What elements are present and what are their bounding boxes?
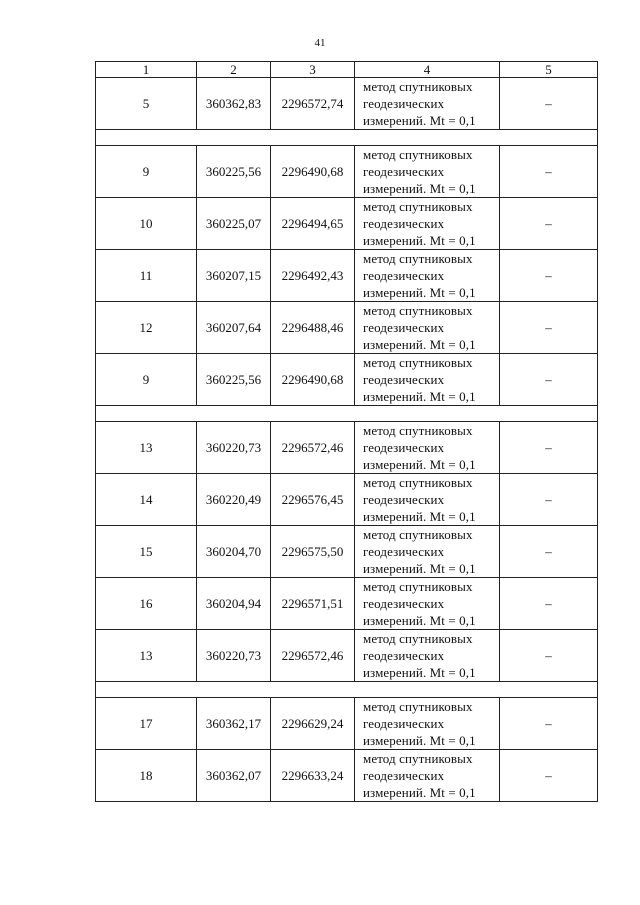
table-row [96,198,598,250]
y-coordinate-cell: 2296633,24 [271,750,355,802]
method-line: измерений. Mt = 0,1 [363,561,476,576]
method-line: измерений. Mt = 0,1 [363,181,476,196]
point-number-cell: 5 [96,78,197,130]
column-5-cell: – [500,630,598,682]
x-coordinate-cell: 360207,15 [197,250,271,302]
table-row [96,630,598,682]
separator-cell [96,130,598,146]
x-coordinate-cell: 360220,49 [197,474,271,526]
y-coordinate-cell: 2296492,43 [271,250,355,302]
header-cell-2: 2 [197,62,271,78]
method-line: метод спутниковых [363,303,473,318]
coordinates-table-body [96,62,598,802]
method-line: метод спутниковых [363,79,473,94]
table-row [96,78,598,130]
x-coordinate-cell: 360225,07 [197,198,271,250]
x-coordinate-cell: 360204,70 [197,526,271,578]
method-cell [355,302,500,354]
method-cell [355,250,500,302]
table-row [96,578,598,630]
column-5-cell: – [500,78,598,130]
method-line: геодезических [363,372,445,387]
table-header-row [96,62,598,78]
x-coordinate-cell: 360225,56 [197,354,271,406]
column-5-cell: – [500,526,598,578]
method-line: метод спутниковых [363,423,473,438]
method-line: метод спутниковых [363,699,473,714]
table-row [96,354,598,406]
page-number: 41 [314,37,326,49]
x-coordinate-cell: 360204,94 [197,578,271,630]
method-line: геодезических [363,768,445,783]
column-5-cell: – [500,422,598,474]
column-5-cell: – [500,578,598,630]
table-row [96,750,598,802]
method-line: измерений. Mt = 0,1 [363,233,476,248]
method-line: измерений. Mt = 0,1 [363,113,476,128]
method-line: геодезических [363,648,445,663]
y-coordinate-cell: 2296490,68 [271,354,355,406]
method-cell [355,526,500,578]
method-cell [355,750,500,802]
y-coordinate-cell: 2296629,24 [271,698,355,750]
method-line: измерений. Mt = 0,1 [363,613,476,628]
header-cell-4: 4 [355,62,500,78]
table-separator-row [96,406,598,422]
point-number-cell: 18 [96,750,197,802]
method-cell [355,198,500,250]
method-line: метод спутниковых [363,355,473,370]
method-line: геодезических [363,492,445,507]
method-cell [355,146,500,198]
table-row [96,302,598,354]
method-line: геодезических [363,596,445,611]
y-coordinate-cell: 2296575,50 [271,526,355,578]
method-line: измерений. Mt = 0,1 [363,665,476,680]
point-number-cell: 13 [96,422,197,474]
separator-cell [96,406,598,422]
table-row [96,146,598,198]
x-coordinate-cell: 360362,17 [197,698,271,750]
point-number-cell: 10 [96,198,197,250]
x-coordinate-cell: 360362,83 [197,78,271,130]
method-line: измерений. Mt = 0,1 [363,457,476,472]
table-row [96,526,598,578]
method-line: геодезических [363,216,445,231]
method-line: метод спутниковых [363,751,473,766]
point-number-cell: 14 [96,474,197,526]
header-cell-5: 5 [500,62,598,78]
separator-cell [96,682,598,698]
column-5-cell: – [500,198,598,250]
method-line: измерений. Mt = 0,1 [363,285,476,300]
method-line: метод спутниковых [363,527,473,542]
point-number-cell: 16 [96,578,197,630]
y-coordinate-cell: 2296490,68 [271,146,355,198]
y-coordinate-cell: 2296572,46 [271,630,355,682]
method-line: геодезических [363,716,445,731]
header-cell-3: 3 [271,62,355,78]
y-coordinate-cell: 2296576,45 [271,474,355,526]
y-coordinate-cell: 2296572,74 [271,78,355,130]
column-5-cell: – [500,302,598,354]
method-line: геодезических [363,96,445,111]
table-row [96,474,598,526]
header-cell-1: 1 [96,62,197,78]
point-number-cell: 11 [96,250,197,302]
column-5-cell: – [500,146,598,198]
method-line: метод спутниковых [363,251,473,266]
method-line: метод спутниковых [363,147,473,162]
method-cell [355,354,500,406]
point-number-cell: 9 [96,146,197,198]
method-line: измерений. Mt = 0,1 [363,389,476,404]
method-cell [355,698,500,750]
method-line: измерений. Mt = 0,1 [363,337,476,352]
x-coordinate-cell: 360220,73 [197,630,271,682]
method-line: геодезических [363,440,445,455]
method-line: геодезических [363,544,445,559]
method-cell [355,422,500,474]
x-coordinate-cell: 360362,07 [197,750,271,802]
coordinates-table [95,61,598,802]
table-separator-row [96,130,598,146]
method-line: измерений. Mt = 0,1 [363,785,476,800]
method-line: метод спутниковых [363,475,473,490]
y-coordinate-cell: 2296494,65 [271,198,355,250]
y-coordinate-cell: 2296488,46 [271,302,355,354]
table-row [96,698,598,750]
x-coordinate-cell: 360207,64 [197,302,271,354]
point-number-cell: 13 [96,630,197,682]
point-number-cell: 9 [96,354,197,406]
table-separator-row [96,682,598,698]
method-cell [355,474,500,526]
y-coordinate-cell: 2296572,46 [271,422,355,474]
table-row [96,422,598,474]
column-5-cell: – [500,698,598,750]
method-cell [355,78,500,130]
method-line: метод спутниковых [363,579,473,594]
y-coordinate-cell: 2296571,51 [271,578,355,630]
column-5-cell: – [500,354,598,406]
method-line: геодезических [363,268,445,283]
method-line: измерений. Mt = 0,1 [363,509,476,524]
method-line: геодезических [363,320,445,335]
method-line: геодезических [363,164,445,179]
point-number-cell: 15 [96,526,197,578]
method-cell [355,630,500,682]
column-5-cell: – [500,750,598,802]
table-row [96,250,598,302]
method-line: метод спутниковых [363,199,473,214]
method-cell [355,578,500,630]
point-number-cell: 12 [96,302,197,354]
column-5-cell: – [500,474,598,526]
point-number-cell: 17 [96,698,197,750]
x-coordinate-cell: 360225,56 [197,146,271,198]
method-line: измерений. Mt = 0,1 [363,733,476,748]
column-5-cell: – [500,250,598,302]
method-line: метод спутниковых [363,631,473,646]
x-coordinate-cell: 360220,73 [197,422,271,474]
